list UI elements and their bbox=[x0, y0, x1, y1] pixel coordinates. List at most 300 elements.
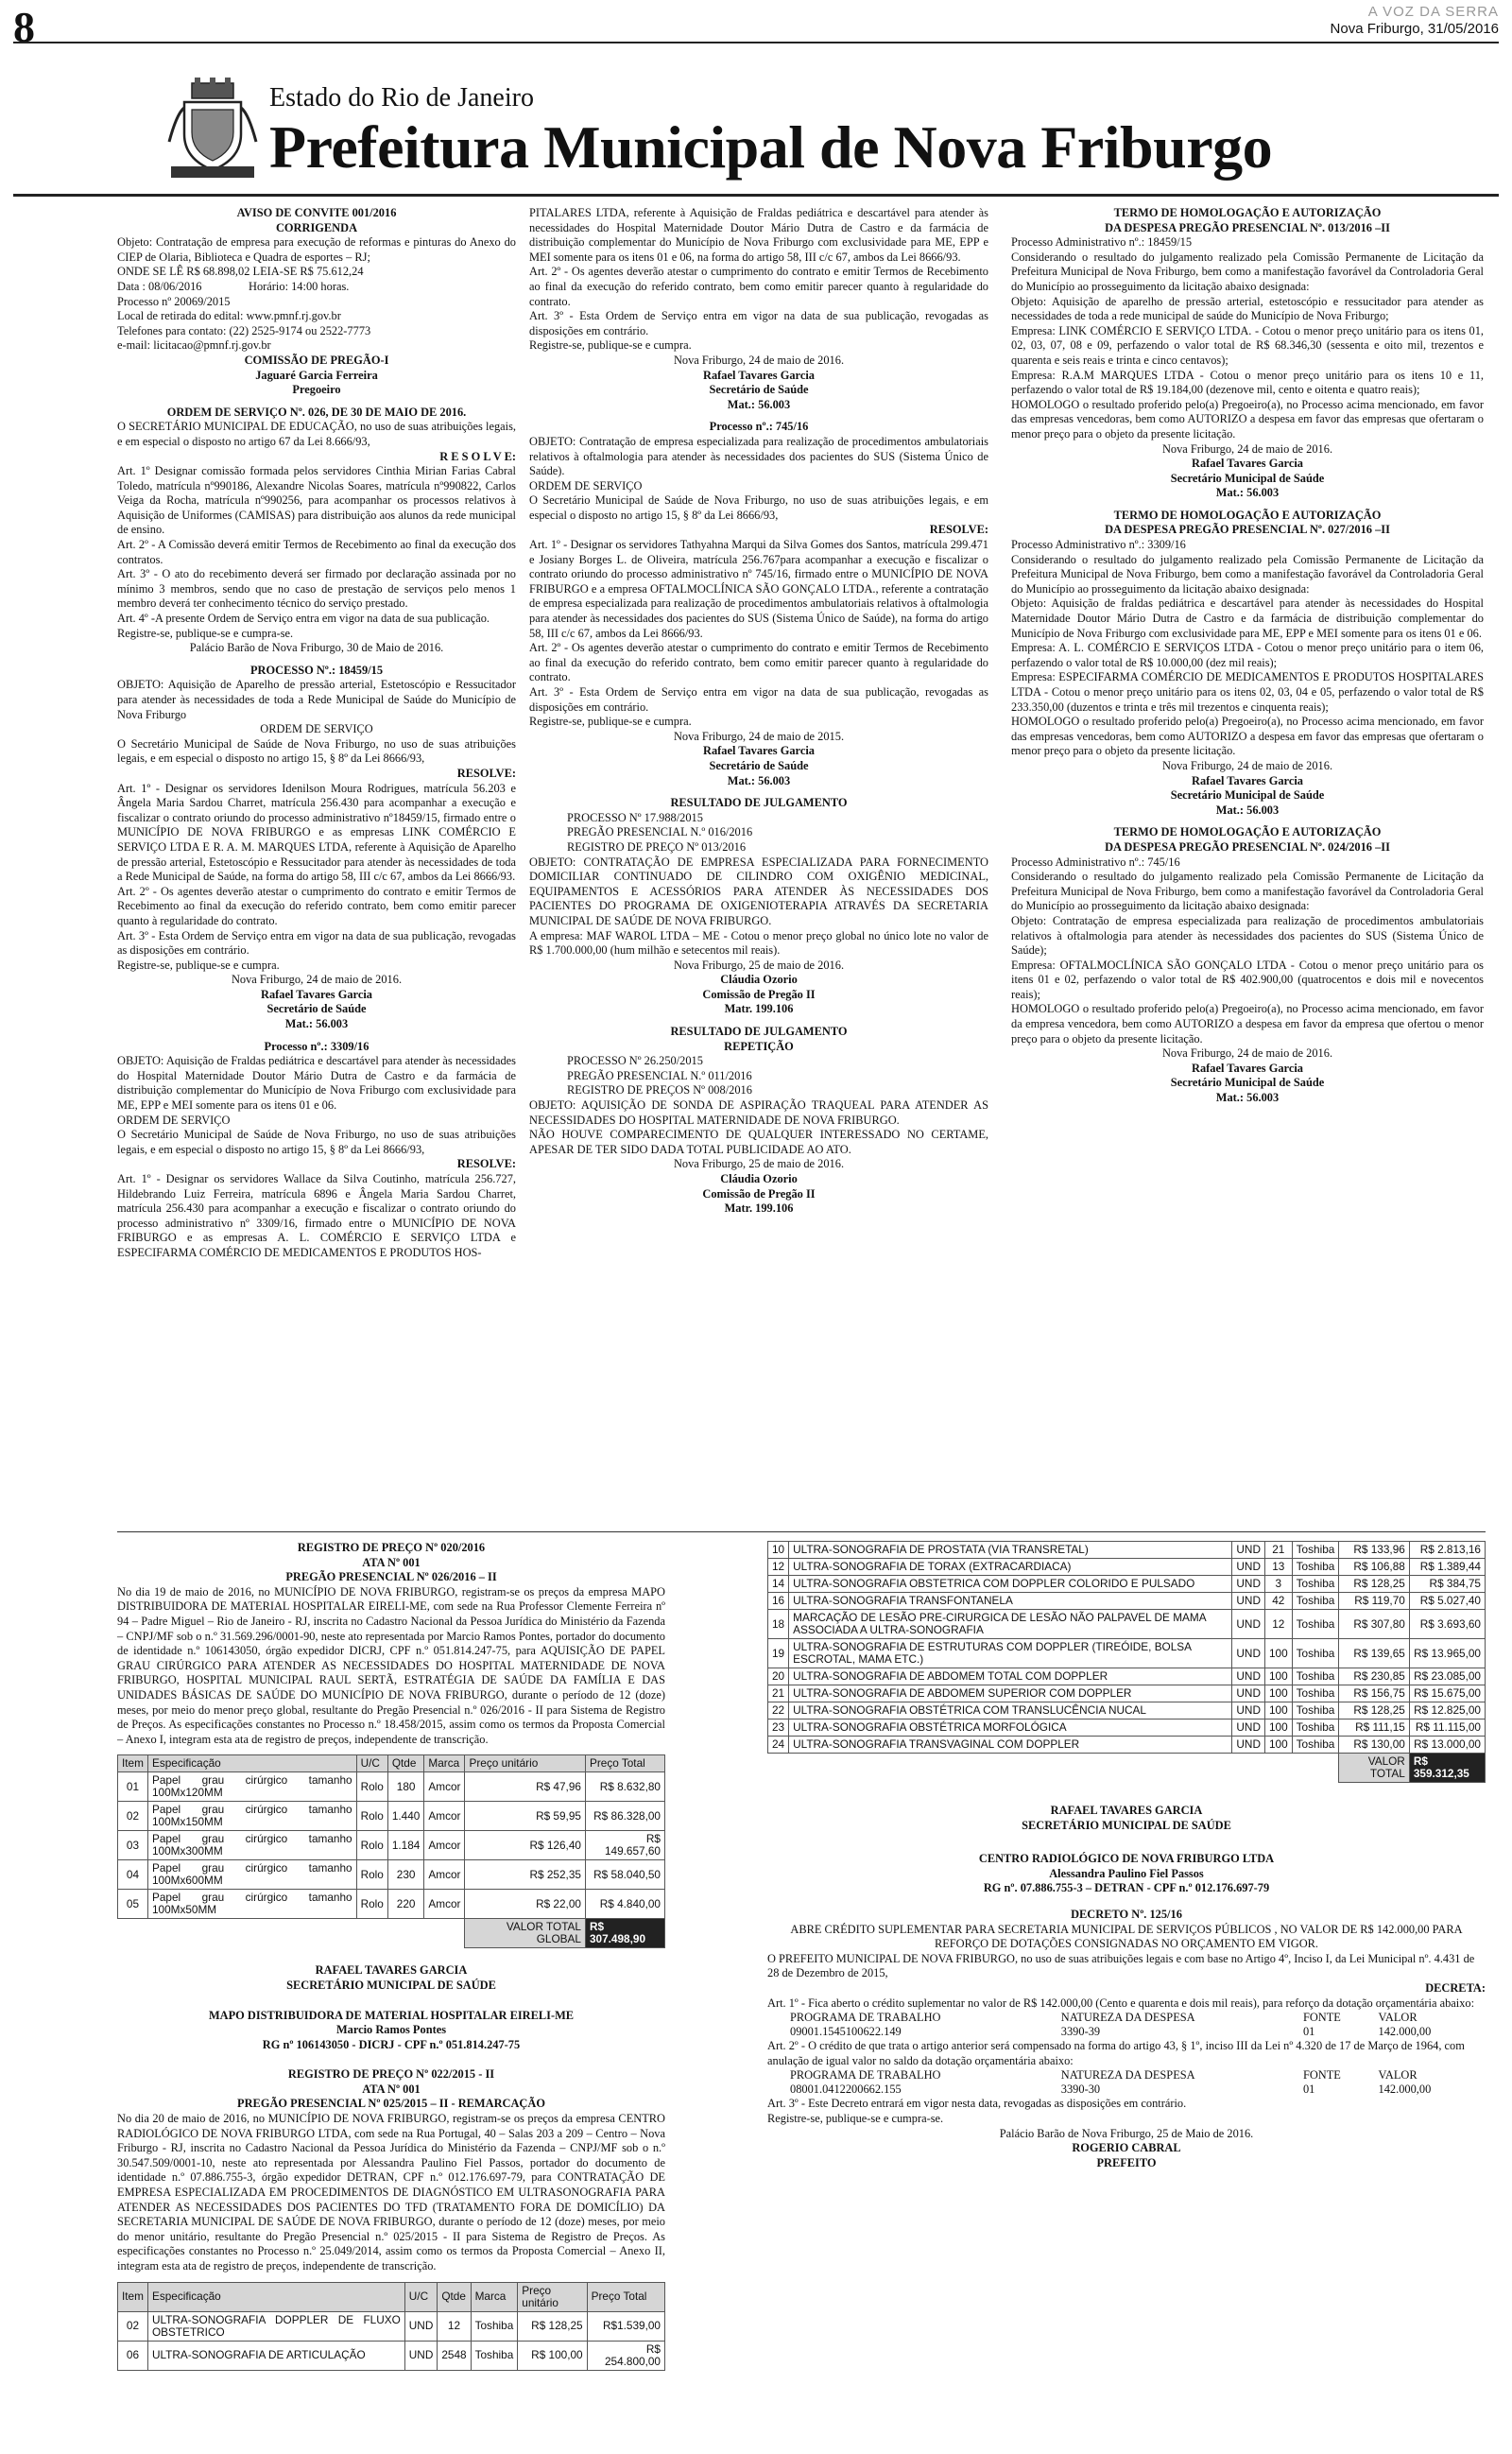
os-art4: Art. 4º -A presente Ordem de Serviço entra em vigor na data de sua publicação. bbox=[117, 612, 490, 626]
table-row bbox=[118, 2311, 665, 2341]
table-cell: ULTRA-SONOGRAFIA OBSTÉTRICA MORFOLÓGICA bbox=[789, 1720, 1232, 1737]
table-cell: R$ 13.000,00 bbox=[1409, 1737, 1485, 1754]
table-cell: Toshiba bbox=[1292, 1576, 1339, 1593]
table-cell: R$ 8.632,80 bbox=[585, 1772, 664, 1802]
resultado-1-signature: Cláudia Ozorio bbox=[720, 973, 798, 987]
table-cell: 02 bbox=[118, 1802, 148, 1831]
table-cell: R$ 254.800,00 bbox=[587, 2341, 664, 2370]
table-row bbox=[118, 2341, 665, 2370]
right-rep: Alessandra Paulino Fiel Passos bbox=[1049, 1866, 1204, 1880]
table-cell: Toshiba bbox=[1292, 1593, 1339, 1610]
decreto-cell: 08001.0412200662.155 bbox=[790, 2082, 902, 2097]
table-cell: 100 bbox=[1264, 1685, 1292, 1702]
table-row bbox=[118, 1831, 665, 1860]
signature-name: Rafael Tavares Garcia bbox=[703, 368, 815, 382]
table-cell: Toshiba bbox=[1292, 1685, 1339, 1702]
ata1-table bbox=[117, 1754, 665, 1948]
decreto-cell: 3390-39 bbox=[1060, 2025, 1101, 2039]
table-cell: R$ 5.027,40 bbox=[1409, 1593, 1485, 1610]
resultado-2-mat: Matr. 199.106 bbox=[724, 1201, 794, 1216]
table-cell: R$ 139,65 bbox=[1339, 1639, 1410, 1668]
table-cell: UND bbox=[1232, 1639, 1265, 1668]
decreto-cell: 01 bbox=[1302, 2025, 1315, 2039]
processo-3309-intro: O Secretário Municipal de Saúde de Nova Friburgo, no uso de suas atribuições legais, e em especial o disposto no artigo 15, § 8º da Lei 8666/93, bbox=[117, 1128, 516, 1156]
homologacao-1-sig-role: Secretário Municipal de Saúde bbox=[1170, 471, 1325, 485]
homologacao-3-considerando: Considerando o resultado do julgamento realizado pela Comissão Permanente de Licitação da Prefeitura Municipal de Nova Friburgo, bem como a manifestação favorável da Controladoria Geral do Município ao prosseguimento da licitação abaixo designada: bbox=[1011, 870, 1484, 913]
table-cell: Toshiba bbox=[471, 2341, 518, 2370]
decreto-cell: 3390-30 bbox=[1060, 2082, 1101, 2097]
homologacao-2-title: TERMO DE HOMOLOGAÇÃO E AUTORIZAÇÃO bbox=[1113, 508, 1382, 522]
table-header: Qtde bbox=[438, 2282, 471, 2311]
table-cell: Rolo bbox=[356, 1831, 387, 1860]
table-cell: Toshiba bbox=[471, 2311, 518, 2341]
total-label: VALOR TOTAL GLOBAL bbox=[465, 1919, 586, 1948]
homologacao-1-empresa-2: Empresa: R.A.M MARQUES LTDA - Cotou o menor preço unitário para os itens 10 e 11, perfazendo o valor total de R$ 19.184,00 (dezenove mil, cento e oitenta e quatro reais); bbox=[1011, 368, 1484, 397]
table-cell: 18 bbox=[768, 1610, 789, 1639]
ata1-pregao: PREGÃO PRESENCIAL Nº 026/2016 – II bbox=[285, 1570, 497, 1584]
resultado-2-signature: Cláudia Ozorio bbox=[720, 1172, 798, 1185]
table-row bbox=[768, 1702, 1486, 1720]
table-row bbox=[768, 1668, 1486, 1685]
signature-name: Rafael Tavares Garcia bbox=[261, 987, 372, 1001]
decreto-cell: NATUREZA DA DESPESA bbox=[1060, 2068, 1195, 2082]
os-title: ORDEM DE SERVIÇO Nº. 026, DE 30 DE MAIO DE 2016. bbox=[166, 405, 467, 419]
table-cell: 1.184 bbox=[387, 1831, 424, 1860]
table-cell: R$ 47,96 bbox=[465, 1772, 586, 1802]
os-registre: Registre-se, publique-se e cumpra-se. bbox=[117, 626, 294, 640]
table-cell: ULTRA-SONOGRAFIA DE ABDOMEM TOTAL COM DOPPLER bbox=[789, 1668, 1232, 1685]
table-cell: Toshiba bbox=[1292, 1610, 1339, 1639]
total-row bbox=[118, 1919, 665, 1948]
processo-3309-title: Processo nº.: 3309/16 bbox=[264, 1039, 369, 1053]
homologacao-3-empresa-1: Empresa: OFTALMOCLÍNICA SÃO GONÇALO LTDA - Cotou o menor preço unitário para os itens 01 e 02, perfazendo o valor total de R$ 402.900,00 (quatrocentos e dois mil e novecentos reais); bbox=[1011, 958, 1484, 1001]
table-cell: 42 bbox=[1264, 1593, 1292, 1610]
table-header: U/C bbox=[404, 2282, 438, 2311]
processo-3309-art1: Art. 1º - Designar os servidores Wallace da Silva Coutinho, matrícula 256.727, Hildebrando Luiz Ferreira, matrícula 6896 e Ângela Maria Sardou Charret, matrícula 256.430 para acompanhar a execução e fiscalizar o contrato oriundo do processo administrativo nº 3309/16, firmado entre o MUNICÍPIO DE NOVA FRIBURGO e as empresas A. L. COMÉRCIO E SERVIÇO LTDA e ESPECIFARMA COMÉRCIO DE MEDICAMENTOS E PRODUTOS HOS- bbox=[117, 1172, 516, 1259]
ata2-table bbox=[117, 2282, 665, 2371]
table-cell: R$ 128,25 bbox=[1339, 1576, 1410, 1593]
table-cell: 03 bbox=[118, 1831, 148, 1860]
resultado-2-subtitle: REPETIÇÃO bbox=[724, 1039, 794, 1053]
table-cell: R$ 13.965,00 bbox=[1409, 1639, 1485, 1668]
continuation-date: Nova Friburgo, 24 de maio de 2016. bbox=[673, 353, 845, 367]
table-cell: Papel grau cirúrgico tamanho 100Mx600MM bbox=[147, 1860, 356, 1890]
table-cell: Amcor bbox=[424, 1831, 465, 1860]
table-cell: Toshiba bbox=[1292, 1559, 1339, 1576]
table-cell: UND bbox=[1232, 1610, 1265, 1639]
processo-18459-title: PROCESSO Nº.: 18459/15 bbox=[249, 663, 384, 677]
signature-role: Secretário de Saúde bbox=[709, 383, 809, 397]
ata1-sig-role: SECRETÁRIO MUNICIPAL DE SAÚDE bbox=[286, 1978, 496, 1992]
table-cell: 22 bbox=[768, 1702, 789, 1720]
table-cell: R$1.539,00 bbox=[587, 2311, 664, 2341]
ata1-rep: Marcio Ramos Pontes bbox=[335, 2023, 447, 2037]
table-cell: Rolo bbox=[356, 1772, 387, 1802]
right-sig-role: SECRETÁRIO MUNICIPAL DE SAÚDE bbox=[1022, 1818, 1231, 1832]
ata1-doc: RG nº 106143050 - DICRJ - CPF n.º 051.814.247-75 bbox=[262, 2037, 521, 2051]
table-cell: 21 bbox=[768, 1685, 789, 1702]
table-cell: ULTRA-SONOGRAFIA DE ESTRUTURAS COM DOPPLER (TIREÓIDE, BOLSA ESCROTAL, MAMA ETC.) bbox=[789, 1639, 1232, 1668]
table-cell: R$ 100,00 bbox=[518, 2341, 587, 2370]
decreto-sig-role: PREFEITO bbox=[1096, 2155, 1157, 2169]
ata1-company: MAPO DISTRIBUIDORA DE MATERIAL HOSPITALAR EIRELI-ME bbox=[208, 2008, 575, 2022]
homologacao-3-title: TERMO DE HOMOLOGAÇÃO E AUTORIZAÇÃO bbox=[1113, 825, 1382, 839]
column-3 bbox=[1011, 206, 1484, 1106]
aviso-data: Data : 08/06/2016 Horário: 14:00 horas. bbox=[117, 279, 350, 293]
signature-role: Secretário de Saúde bbox=[266, 1002, 367, 1016]
decreto-sig-name: ROGERIO CABRAL bbox=[1072, 2141, 1181, 2155]
masthead-right bbox=[1331, 4, 1499, 38]
column-2 bbox=[529, 206, 988, 1217]
homologacao-1-considerando: Considerando o resultado do julgamento realizado pela Comissão Permanente de Licitação da Prefeitura Municipal de Nova Friburgo, bem como a manifestação favorável da Controladoria Geral do Município ao prosseguimento da licitação abaixo designada: bbox=[1011, 250, 1484, 293]
table-cell: 01 bbox=[118, 1772, 148, 1802]
table-cell: R$ 106,88 bbox=[1339, 1559, 1410, 1576]
header-rule bbox=[13, 194, 1499, 197]
table-row bbox=[768, 1685, 1486, 1702]
homologacao-1-sig-mat: Mat.: 56.003 bbox=[1215, 486, 1280, 500]
table-cell: ULTRA-SONOGRAFIA DE TORAX (EXTRACARDIACA) bbox=[789, 1559, 1232, 1576]
resultado-2-text: NÃO HOUVE COMPARECIMENTO DE QUALQUER INTERESSADO NO CERTAME, APESAR DE TER SIDO DADA TOTAL PUBLICIDADE AO ATO. bbox=[529, 1128, 988, 1156]
table-header: Marca bbox=[424, 1755, 465, 1772]
processo-745-resolve: RESOLVE: bbox=[929, 523, 988, 537]
table-cell: R$ 119,70 bbox=[1339, 1593, 1410, 1610]
aviso-email: e-mail: licitacao@pmnf.rj.gov.br bbox=[117, 338, 271, 353]
table-cell: ULTRA-SONOGRAFIA DE PROSTATA (VIA TRANSRETAL) bbox=[789, 1542, 1232, 1559]
table-cell: Papel grau cirúrgico tamanho 100Mx120MM bbox=[147, 1772, 356, 1802]
processo-745-date: Nova Friburgo, 24 de maio de 2015. bbox=[673, 729, 845, 743]
homologacao-2-date: Nova Friburgo, 24 de maio de 2016. bbox=[1161, 758, 1333, 772]
right-company: CENTRO RADIOLÓGICO DE NOVA FRIBURGO LTDA bbox=[978, 1852, 1275, 1866]
processo-3309-os: ORDEM DE SERVIÇO bbox=[117, 1113, 231, 1127]
table-cell: ULTRA-SONOGRAFIA DE ARTICULAÇÃO bbox=[147, 2341, 404, 2370]
table-row bbox=[768, 1639, 1486, 1668]
aviso-objeto: Objeto: Contratação de empresa para execução de reformas e pinturas do Anexo do CIEP de Olaria, Biblioteca e Quadra de esportes – RJ; bbox=[117, 235, 516, 264]
page-number: 8 bbox=[13, 3, 35, 51]
processo-745-registre: Registre-se, publique-se e cumpra. bbox=[529, 715, 692, 729]
table-cell: UND bbox=[1232, 1559, 1265, 1576]
table-cell: UND bbox=[404, 2311, 438, 2341]
table-cell: 220 bbox=[387, 1890, 424, 1919]
continuation: PITALARES LTDA, referente à Aquisição de Fraldas pediátrica e descartável para atender às necessidades do Hospital Maternidade Doutor Mário Dutra de Castro e da farmácia de distribuição complementar do Município de Nova Friburgo com exclusividade para ME, EPP e MEI somente para os itens 01 e 06, na forma do artigo 58, III c/c 67, ambos da Lei 8666/93. bbox=[529, 206, 988, 264]
table-cell: R$ 58.040,50 bbox=[585, 1860, 664, 1890]
prefecture-title: Prefeitura Municipal de Nova Friburgo bbox=[269, 113, 1273, 181]
table-cell: Toshiba bbox=[1292, 1668, 1339, 1685]
table-cell: 12 bbox=[1264, 1610, 1292, 1639]
signature-mat: Mat.: 56.003 bbox=[727, 773, 791, 787]
table-cell: 21 bbox=[1264, 1542, 1292, 1559]
decreto-title: DECRETO Nº. 125/16 bbox=[1071, 1907, 1182, 1921]
decreto-cell: VALOR bbox=[1378, 2068, 1418, 2082]
table-cell: 100 bbox=[1264, 1720, 1292, 1737]
resultado-1-date: Nova Friburgo, 25 de maio de 2016. bbox=[673, 958, 845, 972]
table-cell: R$ 12.825,00 bbox=[1409, 1702, 1485, 1720]
table-cell: Toshiba bbox=[1292, 1720, 1339, 1737]
decreto-registre: Registre-se, publique-se e cumpra-se. bbox=[767, 2111, 944, 2125]
decreto-cell: FONTE bbox=[1302, 2011, 1341, 2025]
right-table bbox=[767, 1541, 1486, 1783]
table-cell: 06 bbox=[118, 2341, 148, 2370]
table-cell: 20 bbox=[768, 1668, 789, 1685]
comissao-name: Jaguaré Garcia Ferreira bbox=[255, 368, 378, 382]
table-cell: 230 bbox=[387, 1860, 424, 1890]
table-cell: 12 bbox=[438, 2311, 471, 2341]
table-header: Qtde bbox=[387, 1755, 424, 1772]
homologacao-3-objeto: Objeto: Contratação de empresa especializada para realização de procedimentos ambulatoriais relativos à oftalmologia para atender às necessidades dos pacientes do SUS (Sistema Único de Saúde); bbox=[1011, 913, 1484, 958]
homologacao-1-homologo: HOMOLOGO o resultado proferido pelo(a) Pregoeiro(a), no Processo acima mencionado, em favor das empresas vencedoras, bem como AUTORIZO a despesa em favor das empresas que ofertaram o menor preço para o objeto da presente licitação. bbox=[1011, 397, 1484, 441]
table-cell: Rolo bbox=[356, 1860, 387, 1890]
table-header: Preço Total bbox=[585, 1755, 664, 1772]
processo-745-art2: Art. 2º - Os agentes deverão atestar o cumprimento do contrato e emitir Termos de Recebimento ao final da execução do referido contrato, bem como emitir parecer quanto à regularidade do contrato. bbox=[529, 641, 988, 684]
table-row bbox=[768, 1559, 1486, 1576]
bottom-left bbox=[117, 1541, 665, 2371]
table-cell: 23 bbox=[768, 1720, 789, 1737]
processo-18459-art2: Art. 2º - Os agentes deverão atestar o cumprimento do contrato e emitir Termos de Recebimento ao final da execução do referido contrato, bem como emitir parecer quanto à regularidade do contrato. bbox=[117, 884, 516, 927]
table-row bbox=[118, 1890, 665, 1919]
table-cell: R$ 156,75 bbox=[1339, 1685, 1410, 1702]
homologacao-3-sig-role: Secretário Municipal de Saúde bbox=[1170, 1076, 1325, 1090]
table-cell: UND bbox=[1232, 1737, 1265, 1754]
resultado-1-objeto: OBJETO: CONTRATAÇÃO DE EMPRESA ESPECIALIZADA PARA FORNECIMENTO DOMICILIAR CONTINUADO DE CILINDRO COM OXIGÊNIO MEDICINAL, EQUIPAMENTOS E ACESSÓRIOS PARA ATENDER ÀS NECESSIDADES DOS PACIENTES DO PROGRAMA DE OXIGENIOTERAPIA ATRAVÉS DA SECRETARIA MUNICIPAL DE SAÚDE DE NOVA FRIBURGO. bbox=[529, 855, 988, 927]
table-cell: 100 bbox=[1264, 1639, 1292, 1668]
decreto-cell: NATUREZA DA DESPESA bbox=[1060, 2011, 1195, 2025]
homologacao-3-homologo: HOMOLOGO o resultado proferido pelo(a) Pregoeiro(a), no Processo acima mencionado, em favor da empresa vencedora, bem como AUTORIZO a despesa em favor da empresa que ofertou o menor preço para o objeto da presente licitação. bbox=[1011, 1002, 1484, 1046]
table-cell: ULTRA-SONOGRAFIA DE ABDOMEM SUPERIOR COM DOPPLER bbox=[789, 1685, 1232, 1702]
table-cell: R$ 130,00 bbox=[1339, 1737, 1410, 1754]
resultado-1-pregao: PREGÃO PRESENCIAL N.º 016/2016 bbox=[567, 825, 753, 839]
table-header: Preço unitário bbox=[518, 2282, 587, 2311]
processo-745-art1: Art. 1º - Designar os servidores Tathyahna Marqui da Silva Gomes dos Santos, matrícula 299.471 e Josiany Borges L. de Oliveira, matrícula 256.767para acompanhar a execução e fiscalizar o contrato oriundo do processo administrativo nº 745/16, firmado entre o MUNICÍPIO DE NOVA FRIBURGO e a empresa OFTALMOCLÍNICA SÃO GONÇALO LTDA., referente a contratação de empresa especializada para realização de procedimentos ambulatoriais relativos à oftalmologia para atender às necessidades dos pacientes do SUS (Sistema Único de Saúde), na forma do artigo 58, III c/c 67, ambos da Lei 8666/93. bbox=[529, 538, 988, 640]
ata1-title: REGISTRO DE PREÇO Nº 020/2016 bbox=[297, 1541, 486, 1554]
table-cell: 100 bbox=[1264, 1702, 1292, 1720]
processo-745-os: ORDEM DE SERVIÇO bbox=[529, 478, 643, 493]
os-art1: Art. 1º Designar comissão formada pelos servidores Cinthia Mirian Farias Cabral Toledo, matrícula nº990186, Alexandre Nicolas Soares, matrícula nº990822, Carlos Veiga da Rocha, matrícula nº990256, para acompanhar os processos relativos à Aquisição de Uniformes (CAMISAS) para distribuição aos alunos da rede municipal de ensino. bbox=[117, 464, 516, 537]
table-cell: 13 bbox=[1264, 1559, 1292, 1576]
ata2-title: REGISTRO DE PREÇO Nº 022/2015 - II bbox=[287, 2067, 495, 2082]
table-cell: 1.440 bbox=[387, 1802, 424, 1831]
table-header: Item bbox=[118, 1755, 148, 1772]
decreto-cell: 142.000,00 bbox=[1378, 2025, 1432, 2039]
table-cell: ULTRA-SONOGRAFIA TRANSVAGINAL COM DOPPLER bbox=[789, 1737, 1232, 1754]
resultado-1-registro: REGISTRO DE PREÇO Nº 013/2016 bbox=[567, 839, 747, 854]
table-cell: 05 bbox=[118, 1890, 148, 1919]
resultado-1-comissao: Comissão de Pregão II bbox=[702, 987, 816, 1001]
table-cell: 02 bbox=[118, 2311, 148, 2341]
table-cell: UND bbox=[404, 2341, 438, 2370]
homologacao-2-subtitle: DA DESPESA PREGÃO PRESENCIAL Nº. 027/2016 –II bbox=[1105, 523, 1390, 537]
homologacao-3-subtitle: DA DESPESA PREGÃO PRESENCIAL Nº. 024/2016 –II bbox=[1105, 839, 1390, 854]
processo-745-intro: O Secretário Municipal de Saúde de Nova Friburgo, no uso de suas atribuições legais, e em especial o disposto no artigo 15, § 8º da Lei 8666/93, bbox=[529, 493, 988, 522]
homologacao-1-processo: Processo Administrativo nº.: 18459/15 bbox=[1011, 235, 1193, 250]
table-cell: Rolo bbox=[356, 1802, 387, 1831]
resultado-2-registro: REGISTRO DE PREÇOS Nº 008/2016 bbox=[567, 1083, 752, 1097]
decreto-cell: 01 bbox=[1302, 2082, 1315, 2097]
table-cell: R$ 2.813,16 bbox=[1409, 1542, 1485, 1559]
comissao-role: Pregoeiro bbox=[292, 383, 341, 397]
signature-name: Rafael Tavares Garcia bbox=[703, 744, 815, 758]
table-header: Preço Total bbox=[587, 2282, 664, 2311]
ata2-pregao: PREGÃO PRESENCIAL Nº 025/2015 – II - REMARCAÇÃO bbox=[237, 2097, 545, 2111]
decreto-cell: 142.000,00 bbox=[1378, 2082, 1432, 2097]
state-name: Estado do Rio de Janeiro bbox=[269, 83, 534, 112]
resultado-1-mat: Matr. 199.106 bbox=[724, 1002, 794, 1016]
table-header: Item bbox=[118, 2282, 148, 2311]
table-cell: R$ 126,40 bbox=[465, 1831, 586, 1860]
table-cell: 100 bbox=[1264, 1737, 1292, 1754]
processo-18459-registre: Registre-se, publique-se e cumpra. bbox=[117, 958, 280, 972]
table-cell: 14 bbox=[768, 1576, 789, 1593]
table-cell: R$ 128,25 bbox=[518, 2311, 587, 2341]
continuation-art3: Art. 3º - Esta Ordem de Serviço entra em vigor na data de sua publicação, revogadas as disposições em contrário. bbox=[529, 309, 988, 337]
table-cell: UND bbox=[1232, 1593, 1265, 1610]
homologacao-1-subtitle: DA DESPESA PREGÃO PRESENCIAL Nº. 013/2016 –II bbox=[1105, 220, 1390, 234]
table-cell: Papel grau cirúrgico tamanho 100Mx300MM bbox=[147, 1831, 356, 1860]
decreto-art2: Art. 2º - O crédito de que trata o artigo anterior será compensado na forma do artigo 43, § 1º, inciso III da Lei nº 4.320 de 17 de Março de 1964, com anulação de igual valor no saldo da dotação orçamentária abaixo: bbox=[767, 2039, 1465, 2067]
total-row bbox=[768, 1754, 1486, 1783]
table-cell: R$ 149.657,60 bbox=[585, 1831, 664, 1860]
table-cell: R$ 23.085,00 bbox=[1409, 1668, 1485, 1685]
homologacao-3-date: Nova Friburgo, 24 de maio de 2016. bbox=[1161, 1046, 1333, 1061]
processo-3309-resolve: RESOLVE: bbox=[456, 1157, 516, 1171]
table-cell: UND bbox=[1232, 1702, 1265, 1720]
ata2-body: No dia 20 de maio de 2016, no MUNICÍPIO DE NOVA FRIBURGO, registram-se os preços da empresa CENTRO RADIOLÓGICO DE NOVA FRIBURGO LTDA, com sede na Rua Portugal, 40 – Salas 203 a 209 – Centro – Nova Friburgo - RJ, inscrita no Cadastro Nacional da Pessoa Jurídica do Ministério da Fazenda – CNPJ/MF sob o n.º 30.547.509/0001-10, neste ato representada por Alessandra Paulino Fiel Passos, portador do documento de identidade n.º 07.886.755-3, órgão expedidor DETRAN, CPF n.º 012.176.697-79, para CONTRATAÇÃO DE EMPRESA ESPECIALIZADA EM PROCEDIMENTOS DE DIAGNÓSTICO EM ULTRASONOGRAFIA PARA ATENDER AS NECESSIDADES DOS PACIENTES DO TFD (TRATAMENTO FORA DE DOMICÍLIO) DA SECRETARIA MUNICIPAL DE SAÚDE DE NOVA FRIBURGO, durante o período de 12 (doze) meses, por meio do menor unitário, resultante do Pregão Presencial n.º 025/2015 - II para Sistema de Registro de Preços. As especificações constantes no Processo n.º 25.049/2014, assim como os termos da Proposta Comercial – Anexo II, integram esta ata de registro de preços, independente de transcrição. bbox=[117, 2112, 665, 2273]
resultado-2-processo: PROCESSO Nº 26.250/2015 bbox=[567, 1054, 703, 1068]
continuation-art2: Art. 2º - Os agentes deverão atestar o cumprimento do contrato e emitir Termos de Recebimento ao final da execução do referido contrato, bem como emitir parecer quanto à regularidade do contrato. bbox=[529, 265, 988, 308]
table-cell: Papel grau cirúrgico tamanho 100Mx150MM bbox=[147, 1802, 356, 1831]
processo-18459-objeto: OBJETO: Aquisição de Aparelho de pressão arterial, Estetoscópio e Ressucitador para atender às necessidades de toda a Rede Municipal de Saúde do Município de Nova Friburgo bbox=[117, 678, 516, 721]
table-cell: 12 bbox=[768, 1559, 789, 1576]
table-cell: R$ 22,00 bbox=[465, 1890, 586, 1919]
decreto-table-2 bbox=[790, 2068, 1480, 2097]
comissao-title: COMISSÃO DE PREGÃO-I bbox=[244, 353, 389, 367]
ata1-sig-name: RAFAEL TAVARES GARCIA bbox=[315, 1963, 468, 1978]
total-label: VALOR TOTAL bbox=[1339, 1754, 1410, 1783]
table-cell: Toshiba bbox=[1292, 1702, 1339, 1720]
table-cell: R$ 86.328,00 bbox=[585, 1802, 664, 1831]
top-rule bbox=[13, 42, 1499, 43]
ata1-ata: ATA Nº 001 bbox=[362, 1555, 421, 1569]
bottom-right bbox=[767, 1541, 1486, 2170]
table-cell: R$ 3.693,60 bbox=[1409, 1610, 1485, 1639]
homologacao-1-objeto: Objeto: Aquisição de aparelho de pressão arterial, estetoscópio e ressucitador para atender as necessidades de toda a rede municipal de saúde do Município de Nova Friburgo; bbox=[1011, 294, 1484, 323]
homologacao-2-sig-name: Rafael Tavares Garcia bbox=[1192, 773, 1303, 787]
decreto-art3: Art. 3º - Este Decreto entrará em vigor nesta data, revogadas as disposições em contrário. bbox=[767, 2097, 1187, 2111]
table-cell: 16 bbox=[768, 1593, 789, 1610]
table-cell: R$ 384,75 bbox=[1409, 1576, 1485, 1593]
os-palacio: Palácio Barão de Nova Friburgo, 30 de Maio de 2016. bbox=[189, 641, 444, 655]
table-cell: Amcor bbox=[424, 1802, 465, 1831]
resultado-2-pregao: PREGÃO PRESENCIAL N.º 011/2016 bbox=[567, 1068, 752, 1082]
aviso-subtitle: CORRIGENDA bbox=[275, 220, 358, 234]
table-cell: R$ 133,96 bbox=[1339, 1542, 1410, 1559]
table-cell: 24 bbox=[768, 1737, 789, 1754]
table-cell: ULTRA-SONOGRAFIA OBSTETRICA COM DOPPLER COLORIDO E PULSADO bbox=[789, 1576, 1232, 1593]
decreto-cell: PROGRAMA DE TRABALHO bbox=[790, 2011, 941, 2025]
aviso-title: AVISO DE CONVITE 001/2016 bbox=[236, 206, 397, 219]
table-cell: Amcor bbox=[424, 1772, 465, 1802]
homologacao-2-objeto: Objeto: Aquisição de fraldas pediátrica e descartável para atender às necessidades do Hospital Maternidade Doutor Mário Dutra de Castro e da farmácia de distribuição complementar do Município de Nova Friburgo com exclusividade para ME, EPP e MEI somente para os itens 01 e 06. bbox=[1011, 596, 1484, 640]
resultado-1-title: RESULTADO DE JULGAMENTO bbox=[670, 796, 848, 810]
resultado-1-empresa: A empresa: MAF WAROL LTDA – ME - Cotou o menor preço global no único lote no valor de R$ 1.700.000,00 (hum milhão e setecentos mil reais). bbox=[529, 928, 988, 958]
table-header: Marca bbox=[471, 2282, 518, 2311]
processo-18459-os: ORDEM DE SERVIÇO bbox=[260, 722, 373, 736]
signature-mat: Mat.: 56.003 bbox=[727, 397, 791, 411]
table-cell: Toshiba bbox=[1292, 1542, 1339, 1559]
decreto-decreta: DECRETA: bbox=[1425, 1980, 1486, 1995]
table-cell: MARCAÇÃO DE LESÃO PRE-CIRURGICA DE LESÃO NÃO PALPAVEL DE MAMA ASSOCIADA A ULTRA-SONOGRAFIA bbox=[789, 1610, 1232, 1639]
right-doc: RG nº. 07.886.755-3 – DETRAN - CPF n.º 012.176.697-79 bbox=[983, 1881, 1270, 1895]
homologacao-1-date: Nova Friburgo, 24 de maio de 2016. bbox=[1161, 441, 1333, 456]
signature-mat: Mat.: 56.003 bbox=[284, 1017, 349, 1031]
ata1-body: No dia 19 de maio de 2016, no MUNICÍPIO DE NOVA FRIBURGO, registram-se os preços da empresa MAPO DISTRIBUIDORA DE MATERIAL HOSPITALAR EIRELI-ME, com sede na Rua Professor Clemente Ferreira nº 94 – Padre Miguel – Rio de Janeiro - RJ, inscrita no Cadastro Nacional da Pessoa Jurídica do Ministério da Fazenda – CNPJ/MF sob o n.º 31.569.296/0001-90, neste ato representada por Marcio Ramos Pontes, portador do documento de identidade n.º 106143050, órgão expedidor DICRJ, CPF n.º 051.814.247-75, para AQUISIÇÃO DE PAPEL GRAU CIRÚRGICO PARA ATENDER AS NECESSIDADES DO HOSPITAL MATERNIDADE DE NOVA FRIBURGO, HOSPITAL MUNICIPAL RAUL SERTÃ, ESTRATÉGIA DE SAÚDE DA FAMÍLIA E DAS UNIDADES BÁSICAS DE SAÚDE DO MUNICÍPIO DE NOVA FRIBURGO, durante o período de 12 (doze) meses, por meio do menor preço global, resultante do Pregão Presencial n.º 026/2016 - II para Sistema de Registro de Preços. As especificações constantes no Processo n.º 18.458/2015, assim como os termos da Proposta Comercial – Anexo I, integram esta ata de registro de preços, independente de transcrição. bbox=[117, 1584, 665, 1746]
table-cell: R$ 128,25 bbox=[1339, 1702, 1410, 1720]
table-header: Especificação bbox=[147, 1755, 356, 1772]
table-cell: ULTRA-SONOGRAFIA OBSTÉTRICA COM TRANSLUCÊNCIA NUCAL bbox=[789, 1702, 1232, 1720]
table-cell: R$ 230,85 bbox=[1339, 1668, 1410, 1685]
table-cell: ULTRA-SONOGRAFIA DOPPLER DE FLUXO OBSTETRICO bbox=[147, 2311, 404, 2341]
table-cell: UND bbox=[1232, 1685, 1265, 1702]
table-header: Preço unitário bbox=[465, 1755, 586, 1772]
homologacao-2-considerando: Considerando o resultado do julgamento realizado pela Comissão Permanente de Licitação da Prefeitura Municipal de Nova Friburgo, bem como a manifestação favorável da Controladoria Geral do Município ao prosseguimento da licitação abaixo designada: bbox=[1011, 552, 1484, 596]
table-row bbox=[768, 1610, 1486, 1639]
os-resolve: R E S O L V E: bbox=[439, 449, 516, 463]
table-cell: 100 bbox=[1264, 1668, 1292, 1685]
decreto-cell: PROGRAMA DE TRABALHO bbox=[790, 2068, 941, 2082]
table-cell: 3 bbox=[1264, 1576, 1292, 1593]
table-cell: Toshiba bbox=[1292, 1639, 1339, 1668]
table-cell: ULTRA-SONOGRAFIA TRANSFONTANELA bbox=[789, 1593, 1232, 1610]
table-header: Especificação bbox=[147, 2282, 404, 2311]
total-value: R$ 359.312,35 bbox=[1409, 1754, 1485, 1783]
table-cell: R$ 15.675,00 bbox=[1409, 1685, 1485, 1702]
signature-role: Secretário de Saúde bbox=[709, 758, 809, 772]
table-row bbox=[768, 1737, 1486, 1754]
table-cell: Amcor bbox=[424, 1890, 465, 1919]
homologacao-2-sig-role: Secretário Municipal de Saúde bbox=[1170, 788, 1325, 803]
decreto-art1: Art. 1º - Fica aberto o crédito suplementar no valor de R$ 142.000,00 (Cento e quarenta e dois mil reais), para reforço da dotação orçamentária abaixo: bbox=[767, 1996, 1475, 2010]
decreto-intro: O PREFEITO MUNICIPAL DE NOVA FRIBURGO, no uso de suas atribuições legais e com base no Artigo 4º, Inciso I, da Lei Municipal nº. 4.431 de 28 de Dezembro de 2015, bbox=[767, 1951, 1475, 1980]
decreto-table-1 bbox=[790, 2011, 1480, 2039]
table-cell: Toshiba bbox=[1292, 1737, 1339, 1754]
processo-3309-objeto: OBJETO: Aquisição de Fraldas pediátrica e descartável para atender às necessidades do Hospital Maternidade Doutor Mário Dutra de Castro e da farmácia de distribuição complementar do Município de Nova Friburgo com exclusividade para ME, EPP e MEI somente para os itens 01 e 06. bbox=[117, 1054, 516, 1113]
table-cell: UND bbox=[1232, 1720, 1265, 1737]
table-cell: 2548 bbox=[438, 2341, 471, 2370]
homologacao-1-title: TERMO DE HOMOLOGAÇÃO E AUTORIZAÇÃO bbox=[1113, 206, 1382, 219]
decreto-cell: VALOR bbox=[1378, 2011, 1418, 2025]
section-divider bbox=[117, 1531, 1486, 1532]
resultado-2-title: RESULTADO DE JULGAMENTO bbox=[670, 1025, 848, 1039]
table-row bbox=[118, 1772, 665, 1802]
os-art2: Art. 2º - A Comissão deverá emitir Termos de Recebimento ao final da execução dos contratos. bbox=[117, 538, 516, 566]
processo-745-art3: Art. 3º - Esta Ordem de Serviço entra em vigor na data de sua publicação, revogadas as disposições em contrário. bbox=[529, 685, 988, 714]
processo-18459-intro: O Secretário Municipal de Saúde de Nova Friburgo, no uso de suas atribuições legais, e em especial o disposto no artigo 15, § 8º da Lei 8666/93, bbox=[117, 736, 516, 766]
os-intro: O SECRETÁRIO MUNICIPAL DE EDUCAÇÃO, no uso de suas atribuições legais, e em especial o disposto no artigo 67 da Lei 8.666/93, bbox=[117, 420, 516, 448]
processo-18459-date: Nova Friburgo, 24 de maio de 2016. bbox=[231, 973, 403, 987]
issue-date: Nova Friburgo, 31/05/2016 bbox=[1330, 21, 1499, 37]
table-row bbox=[768, 1593, 1486, 1610]
total-value: R$ 307.498,90 bbox=[585, 1919, 664, 1948]
table-header: U/C bbox=[356, 1755, 387, 1772]
homologacao-3-sig-mat: Mat.: 56.003 bbox=[1215, 1091, 1280, 1105]
table-cell: 19 bbox=[768, 1639, 789, 1668]
table-row bbox=[768, 1576, 1486, 1593]
homologacao-3-processo: Processo Administrativo nº.: 745/16 bbox=[1011, 855, 1180, 869]
processo-745-objeto: OBJETO: Contratação de empresa especializada para realização de procedimentos ambulatoriais relativos à oftalmologia para atender às necessidades dos pacientes do SUS (Sistema Único de Saúde). bbox=[529, 434, 988, 478]
table-cell: UND bbox=[1232, 1542, 1265, 1559]
decreto-ementa: ABRE CRÉDITO SUPLEMENTAR PARA SECRETARIA MUNICIPAL DE SERVIÇOS PÚBLICOS , NO VALOR DE R$ 142.000,00 PARA REFORÇO DE DOTAÇÕES CONSIGNADAS NO ORÇAMENTO EM VIGOR. bbox=[790, 1922, 1463, 1951]
decreto-cell: FONTE bbox=[1302, 2068, 1341, 2082]
right-sig-name: RAFAEL TAVARES GARCIA bbox=[1050, 1804, 1203, 1817]
aviso-local: Local de retirada do edital: www.pmnf.rj.gov.br bbox=[117, 309, 341, 323]
